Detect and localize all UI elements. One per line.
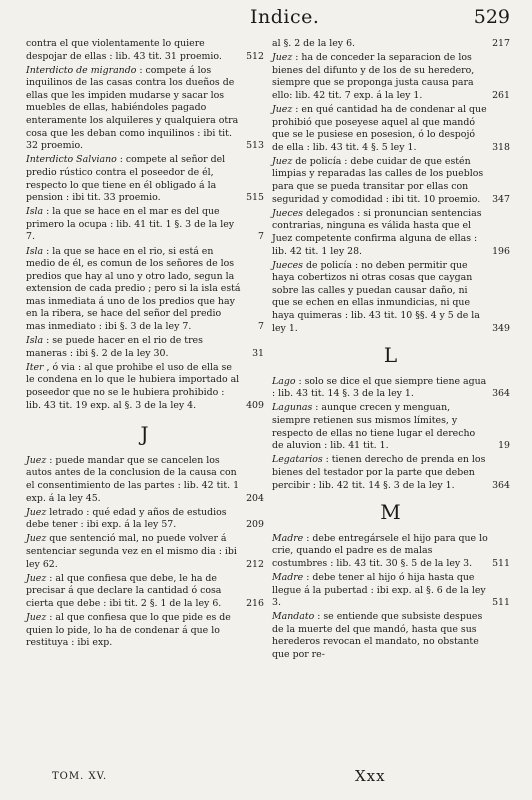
entry-page-number: 261: [492, 89, 510, 101]
entry-page-number: 513: [246, 140, 264, 152]
right-entries-m: [272, 533, 510, 662]
entry-body: [272, 156, 510, 206]
index-entry: [26, 65, 264, 153]
index-entry: [26, 335, 264, 360]
entry-text: letrado : qué edad y años de estudios debe tener : ibi exp. á la ley 57.: [26, 506, 227, 531]
entry-page-number: 349: [492, 322, 510, 334]
index-entry: [26, 533, 264, 571]
index-entry: [272, 208, 510, 258]
entry-term: Juez: [26, 572, 47, 584]
entry-term: Juez: [272, 103, 293, 115]
index-entry: [272, 38, 510, 51]
entry-body: [26, 455, 264, 505]
entry-page-number: 212: [246, 558, 264, 570]
entry-term: Juez: [26, 454, 47, 466]
entry-body: [272, 376, 510, 401]
entry-term: Jueces: [272, 259, 303, 271]
entry-term: Juez: [26, 533, 47, 545]
entry-page-number: 209: [246, 519, 264, 531]
section-letter-j: J: [140, 422, 150, 447]
entry-text: de policía : no deben permitir que haya cobertizos ni otras cosas que caygan sobre las calles y puedan causar daño, ni que se echen en ellas inmundicias, ni que haya quimeras : lib. 43 tit. 10 §§. 4 y 5 de la ley 1.: [272, 259, 480, 334]
entry-term: Juez: [26, 506, 47, 518]
entry-text: : la que se hace en el mar es del que primero la ocupa : lib. 41 tit. 1 §. 3 de la ley 7.: [26, 206, 235, 243]
entry-text: : puede mandar que se cancelen los autos antes de la conclusion de la causa con el consentimiento de las partes : lib. 42 tit. 1 exp. á la ley 45.: [26, 454, 240, 504]
entry-page-number: 511: [492, 597, 510, 609]
right-entries-l: [272, 376, 510, 492]
entry-term: Isla: [26, 206, 44, 218]
page-number: 529: [473, 6, 510, 28]
entry-body: [26, 507, 264, 532]
entry-text: : al que confiesa que lo que pide es de quien lo pide, lo ha de condenar á que lo restituya : ibi exp.: [26, 611, 231, 649]
entry-page-number: 216: [246, 597, 264, 609]
entry-text: : solo se dice el que siempre tiene agua : lib. 43 tit. 14 §. 3 de la ley 1.: [272, 375, 487, 400]
entry-page-number: 196: [492, 245, 510, 257]
entry-body: [26, 335, 264, 360]
entry-body: [26, 154, 264, 204]
entry-body: [26, 246, 264, 334]
entry-body: [272, 52, 510, 102]
entry-body: [26, 206, 264, 244]
entry-page-number: 347: [492, 193, 510, 205]
entry-term: Interdicto Salviano: [26, 154, 117, 166]
entry-page-number: 364: [492, 479, 510, 491]
entry-body: [26, 612, 264, 650]
entry-body: [272, 38, 510, 51]
index-entry: [26, 362, 264, 412]
entry-body: [272, 611, 510, 661]
left-column: [26, 38, 264, 651]
entry-body: [272, 402, 510, 452]
index-entry: [26, 154, 264, 204]
entry-page-number: 409: [246, 399, 264, 411]
entry-body: [272, 208, 510, 258]
right-column: [272, 38, 510, 663]
entry-body: [272, 454, 510, 492]
entry-term: Juez: [272, 52, 293, 64]
signature-mark: Xxx: [355, 767, 386, 785]
index-entry: [26, 455, 264, 505]
entry-text: : debe entregársele el hijo para que lo crie, quando el padre es de malas costumbres : lib. 43 tit. 30 §. 5 de la ley 3.: [272, 532, 488, 569]
entry-text: de policía : debe cuidar de que estén limpias y reparadas las calles de los pueblos para que se pueda transitar por ellas con seguridad y comodidad : ibi tit. 10 proemio.: [272, 155, 484, 205]
entry-page-number: 511: [492, 557, 510, 569]
index-entry: [272, 533, 510, 571]
entry-term: Lagunas: [272, 402, 313, 414]
index-entry: [272, 52, 510, 102]
entry-term: Isla: [26, 245, 44, 257]
entry-body: [26, 573, 264, 611]
entry-text: : compete á los inquilinos de las casas contra los dueños de ellas que les impiden mudarse y sacar los muebles de ellas, habiéndoles pagado enteramente los alquileres y qualquiera otra cosa que les deban como inquilinos : ibi tit. 32 proemio.: [26, 64, 239, 152]
entry-body: [26, 38, 264, 63]
entry-term: Legatarios: [272, 454, 323, 466]
index-entry: [272, 454, 510, 492]
index-entry: [272, 611, 510, 661]
volume-label: TOM. XV.: [52, 771, 108, 782]
entry-body: [26, 362, 264, 412]
entry-term: Jueces: [272, 207, 303, 219]
entry-term: Mandato: [272, 611, 315, 623]
entry-term: Madre: [272, 532, 304, 544]
entry-term: Iter: [26, 361, 44, 373]
entry-text: : debe tener al hijo ó hija hasta que llegue á la pubertad : ibi exp. al §. 6 de la ley 3.: [272, 571, 486, 609]
left-entries-i: [26, 38, 264, 412]
entry-term: Isla: [26, 335, 44, 347]
entry-page-number: 7: [258, 231, 264, 243]
entry-body: [272, 533, 510, 571]
entry-body: [272, 260, 510, 336]
entry-text: delegados : si pronuncian sentencias contrarias, ninguna es válida hasta que el Juez competente confirma alguna de ellas : lib. 42 tit. 1 ley 28.: [272, 207, 482, 257]
entry-page-number: 318: [492, 141, 510, 153]
index-entry: [272, 156, 510, 206]
index-entry: [272, 104, 510, 154]
index-entry: [272, 376, 510, 401]
entry-text: : al que confiesa que debe, le ha de precisar á que declare la cantidad ó cosa cierta que debe : ibi tit. 2 §. 1 de la ley 6.: [26, 572, 222, 609]
entry-text: : en qué cantidad ha de condenar al que prohibió que poseyese aquel al que mandó que se le pusiese en posesion, ó lo despojó de ella : lib. 43 tit. 4 §. 5 ley 1.: [272, 103, 487, 153]
entry-text: : aunque crecen y menguan, siempre retienen sus mismos límites, y respecto de ellas no tiene lugar el derecho de aluvion : lib. 41 tit. 1.: [272, 402, 476, 452]
entry-text: : ha de conceder la separacion de los bienes del difunto y de los de su heredero, siempre que se proponga justa causa para ello: lib. 42 tit. 7 exp. á la ley 1.: [272, 52, 475, 101]
right-entries-j: [272, 38, 510, 335]
index-entry: [26, 206, 264, 244]
entry-page-number: 515: [246, 192, 264, 204]
entry-term: Juez: [26, 611, 47, 623]
entry-text: : se puede hacer en el rio de tres maneras : ibi §. 2 de la ley 30.: [26, 335, 203, 359]
index-entry: [26, 246, 264, 334]
entry-text: que sentenció mal, no puede volver á sentenciar segunda vez en el mismo dia : ibi ley 62.: [26, 533, 237, 570]
entry-text: : tienen derecho de prenda en los bienes del testador por la parte que deben percibir : lib. 42 tit. 14 §. 3 de la ley 1.: [272, 454, 486, 491]
entry-term: Interdicto de migrando: [26, 64, 137, 76]
entry-text: : compete al señor del predio rústico contra el poseedor de él, respecto lo que tiene en él obligado á la pension : ibi tit. 33 proemio.: [26, 154, 226, 204]
index-entry: [26, 38, 264, 63]
index-entry: [272, 572, 510, 610]
index-entry: [272, 402, 510, 452]
entry-text: , ó via : al que prohibe el uso de ella se le condena en lo que le hubiera importado al poseedor que no se le hubiera prohibido : lib. 43 tit. 19 exp. al §. 3 de la ley 4.: [26, 361, 240, 411]
section-letter-l: L: [383, 343, 399, 368]
entry-body: [26, 533, 264, 571]
entry-page-number: 364: [492, 388, 510, 400]
entry-term: Juez: [272, 155, 293, 167]
left-entries-j: [26, 455, 264, 650]
entry-text: : la que se hace en el rio, si está en medio de él, es comun de los señores de los predios que hay al uno y otro lado, segun la extension de cada predio ; pero si la isla está mas inmediata á uno de los predios que hay en la ribera, se hace del señor del predio mas inmediato : ibi §. 3 de la ley 7.: [26, 245, 241, 333]
index-entry: [272, 260, 510, 336]
entry-page-number: 512: [246, 50, 264, 62]
running-head: Indice.: [250, 6, 320, 28]
section-letter-m: M: [380, 500, 402, 525]
entry-page-number: 19: [498, 440, 510, 452]
entry-text: : se entiende que subsiste despues de la muerte del que mandó, hasta que sus herederos revocan el mandato, no obstante que por re-: [272, 611, 483, 661]
entry-body: [26, 65, 264, 153]
entry-page-number: 204: [246, 492, 264, 504]
index-entry: [26, 573, 264, 611]
entry-text: contra el que violentamente lo quiere despojar de ellas : lib. 43 tit. 31 proemio.: [26, 38, 222, 62]
entry-text: al §. 2 de la ley 6.: [272, 38, 356, 49]
entry-body: [272, 572, 510, 610]
entry-page-number: 31: [252, 347, 264, 359]
entry-term: Lago: [272, 375, 296, 387]
index-entry: [26, 507, 264, 532]
entry-term: Madre: [272, 571, 304, 583]
index-entry: [26, 612, 264, 650]
entry-page-number: 7: [258, 321, 264, 333]
entry-body: [272, 104, 510, 154]
entry-page-number: 217: [492, 38, 510, 49]
